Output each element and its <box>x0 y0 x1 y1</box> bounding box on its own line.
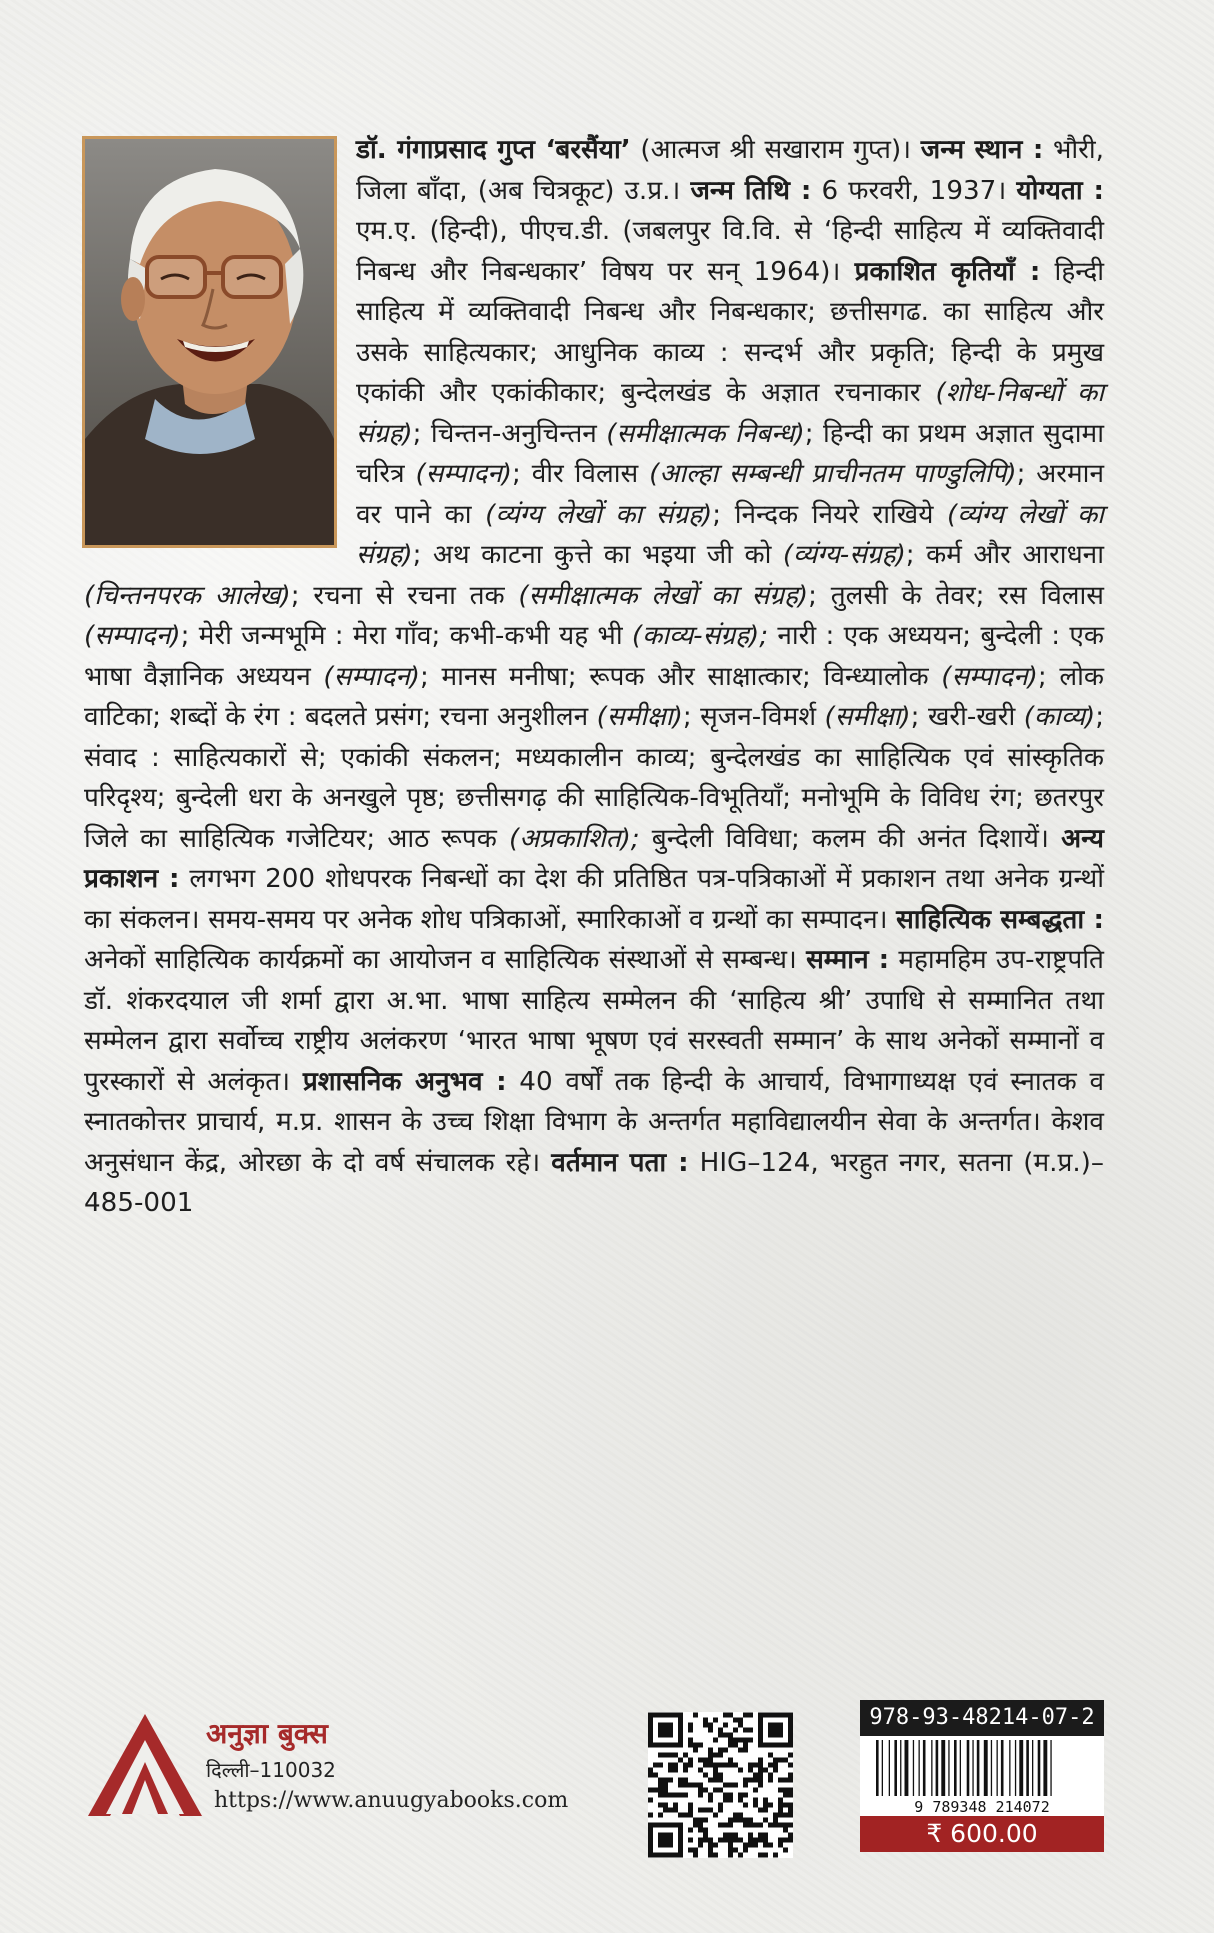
barcode-icon <box>860 1736 1104 1816</box>
literary-association-label: साहित्यिक सम्बद्धता : <box>896 904 1104 935</box>
birthdate-label: जन्म तिथि : <box>690 175 812 206</box>
birthplace-label: जन्म स्थान : <box>920 135 1044 165</box>
photo-spacer <box>84 130 356 555</box>
author-name: डॉ. गंगाप्रसाद गुप्त ‘बरसैंया’ <box>356 135 631 165</box>
barcode-digits: 9 789348 214072 <box>914 1798 1050 1816</box>
publisher-block <box>84 1710 584 1840</box>
publisher-name: अनुज्ञा बुक्स <box>206 1717 328 1750</box>
qualification-label: योग्यता : <box>1016 175 1104 206</box>
admin-experience-label: प्रशासनिक अनुभव : <box>302 1066 507 1097</box>
other-publications-label: अन्य प्रकाशन : <box>84 823 1104 894</box>
qr-code-icon <box>648 1712 793 1858</box>
author-bio: डॉ. गंगाप्रसाद गुप्त ‘बरसैंया’ (आत्मज श्री सखाराम गुप्त)। जन्म स्थान : भौरी, जिला बाँदा, (अब चित्रकूट) उ.प्र.। जन्म तिथि : 6 फरवरी, 1937। योग्यता : एम.ए. (हिन्दी), पीएच.डी. (जबलपुर वि.वि. से ‘हिन्दी साहित्य में व्यक्तिवादी निबन्ध और निबन्धकार’ विषय पर सन् 1964)। प्रकाशित कृतियाँ : हिन्दी साहित्य में व्यक्तिवादी निबन्ध और निबन्धकार; छत्तीसगढ. का साहित्य और उसके साहित्यकार; आधुनिक काव्य : सन्दर्भ और प्रकृति; हिन्दी के प्रमुख एकांकी और एकांकीकार; बुन्देलखंड के अज्ञात रचनाकार (शोध-निबन्धों का संग्रह); चिन्तन-अनुचिन्तन (समीक्षात्मक निबन्ध); हिन्दी का प्रथम अज्ञात सुदामा चरित्र (सम्पादन); वीर विलास (आल्हा सम्बन्धी प्राचीनतम पाण्डुलिपि); अरमान वर पाने का (व्यंग्य लेखों का संग्रह); निन्दक नियरे राखिये (व्यंग्य लेखों का संग्रह); अथ काटना कुत्ते का भइया जी को (व्यंग्य-संग्रह); कर्म और आराधना (चिन्तनपरक आलेख); रचना से रचना तक (समीक्षात्मक लेखों का संग्रह); तुलसी के तेवर; रस विलास (सम्पादन); मेरी जन्मभूमि : मेरा गाँव; कभी-कभी यह भी (काव्य-संग्रह); नारी : एक अध्ययन; बुन्देली : एक भाषा वैज्ञानिक अध्ययन (सम्पादन); मानस मनीषा; रूपक और साक्षात्कार; विन्ध्यालोक (सम्पादन); लोक वाटिका; शब्दों के रंग : बदलते प्रसंग; रचना अनुशीलन (समीक्षा); सृजन-विमर्श (समीक्षा); खरी-खरी (काव्य); संवाद : साहित्यकारों से; एकांकी संकलन; मध्यकालीन काव्य; बुन्देलखंड का साहित्यिक एवं सांस्कृतिक परिदृश्य; बुन्देली धरा के अनखुले पृष्ठ; छत्तीसगढ़ की साहित्यिक-विभूतियाँ; मनोभूमि के विविध रंग; छतरपुर जिले का साहित्यिक गजेटियर; आठ रूपक (अप्रकाशित); बुन्देली विविधा; कलम की अनंत दिशायें। अन्य प्रकाशन : लगभग 200 शोधपरक निबन्धों का देश की प्रतिष्ठित पत्र-पत्रिकाओं में प्रकाशन तथा अनेक ग्रन्थों का संकलन। समय-समय पर अनेक शोध पत्रिकाओं, स्मारिकाओं व ग्रन्थों का सम्पादन। साहित्यिक सम्बद्धता : अनेकों साहित्यिक कार्यक्रमों का आयोजन व साहित्यिक संस्थाओं से सम्बन्ध। सम्मान : महामहिम उप-राष्ट्रपति डॉ. शंकरदयाल जी शर्मा द्वारा अ.भा. भाषा साहित्य सम्मेलन की ‘साहित्य श्री’ उपाधि से सम्मानित तथा सम्मेलन द्वारा सर्वोच्च राष्ट्रीय अलंकरण ‘भारत भाषा भूषण एवं सरस्वती सम्मान’ के साथ अनेकों सम्मानों व पुरस्कारों से अलंकृत। प्रशासनिक अनुभव : 40 वर्षों तक हिन्दी के आचार्य, विभागाध्यक्ष एवं स्नातक व स्नातकोत्तर प्राचार्य, म.प्र. शासन के उच्च शिक्षा विभाग के अन्तर्गत महाविद्यालयीन सेवा के अन्तर्गत। केशव अनुसंधान केंद्र, ओरछा के दो वर्ष संचालक रहे। वर्तमान पता : HIG–124, भरहुत नगर, सतना (म.प्र.)–485-001 <box>84 130 1104 1224</box>
publisher-url: https://www.anuugyabooks.com <box>214 1788 569 1813</box>
isbn-number: 978-93-48214-07-2 <box>860 1700 1104 1736</box>
honors-label: सम्मान : <box>806 945 890 975</box>
isbn-block <box>860 1700 1104 1850</box>
price-tag: ₹ 600.00 <box>860 1816 1104 1852</box>
address-label: वर्तमान पता : <box>551 1147 689 1178</box>
publisher-logo-icon <box>84 1710 206 1822</box>
works-label: प्रकाशित कृतियाँ : <box>854 256 1041 287</box>
publisher-city: दिल्ली–110032 <box>206 1758 336 1782</box>
